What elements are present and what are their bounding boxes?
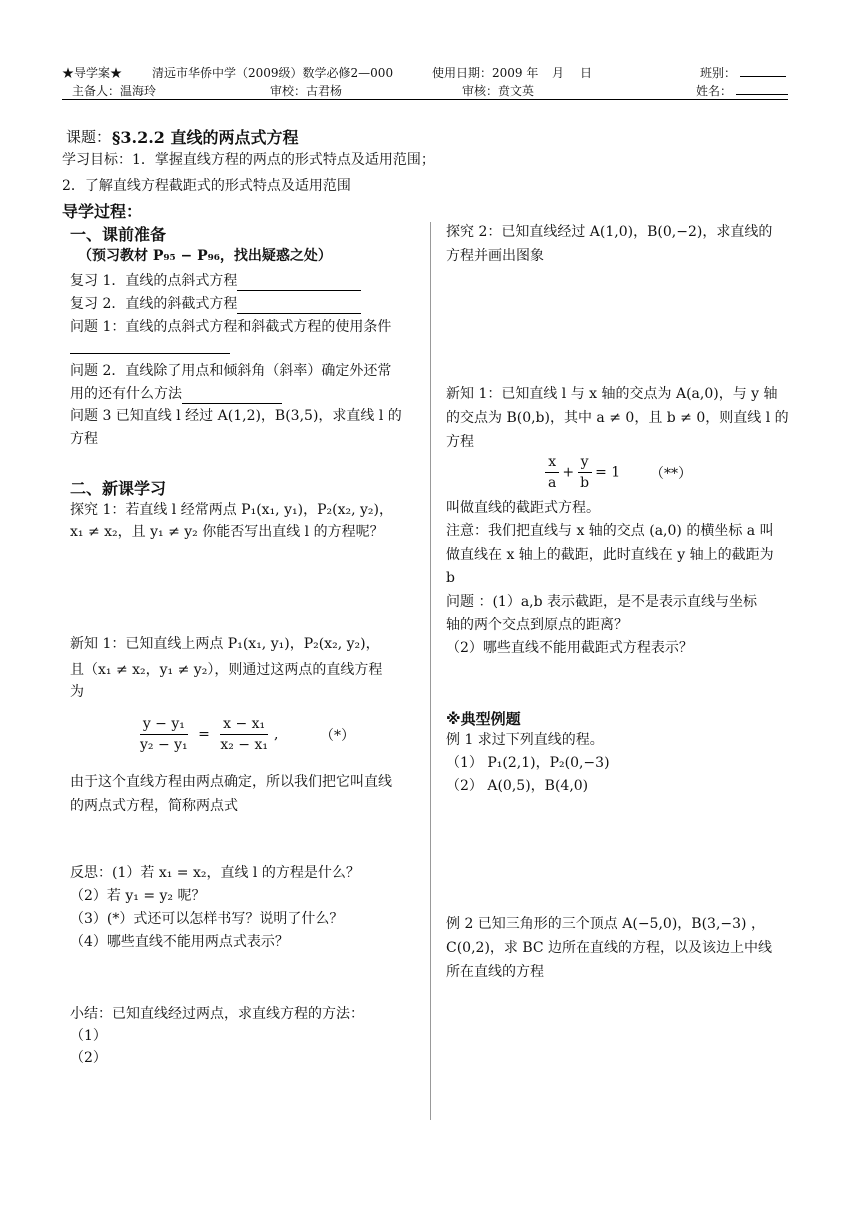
new-knowledge-1-line-1: 新知 1：已知直线上两点 P₁(x₁, y₁)，P₂(x₂, y₂)，: [70, 636, 380, 652]
review-1: 复习 1．直线的点斜式方程: [70, 271, 361, 291]
header-month: 月: [552, 66, 565, 80]
reflection-2: （2）若 y₁ = y₂ 呢？: [70, 888, 206, 904]
section-1-heading: 一、课前准备: [70, 225, 167, 244]
preview-note: （预习教材 P₉₅ − P₉₆，找出疑惑之处）: [78, 248, 332, 264]
example-1-part-2: （2） A(0,5)，B(4,0): [446, 778, 589, 794]
intercept-knowledge-line-2: 的交点为 B(0,b)，其中 a ≠ 0，且 b ≠ 0，则直线 l 的: [446, 410, 789, 426]
formula-1-tag: （*）: [320, 728, 355, 744]
new-knowledge-1-line-2: 且（x₁ ≠ x₂，y₁ ≠ y₂），则通过这两点的直线方程: [70, 662, 383, 678]
header-reviewer1: 审校：古君杨: [270, 84, 343, 98]
column-divider: [430, 222, 431, 1120]
page-title: §3.2.2 直线的两点式方程: [112, 128, 299, 147]
explanation-line-2: 的两点式方程，简称两点式: [70, 798, 238, 814]
section-2-heading: 二、新课学习: [70, 479, 167, 498]
problem-line-1: 问题 ：(1）a,b 表示截距，是不是表示直线与坐标: [446, 594, 758, 610]
question-3-line-2: 方程: [70, 431, 98, 447]
new-knowledge-1-line-3: 为: [70, 684, 84, 700]
header-school: 清远市华侨中学（2009级）数学必修2—000: [152, 66, 394, 80]
reflection-1: 反思：(1）若 x₁ = x₂，直线 l 的方程是什么？: [70, 865, 360, 881]
header-class-label: 班别：: [700, 66, 737, 80]
header-badge: ★导学案★: [62, 66, 123, 80]
process-heading: 导学过程：: [62, 202, 143, 221]
problem-line-3: （2）哪些直线不能用截距式方程表示？: [446, 640, 693, 656]
reflection-3: （3）(*）式还可以怎样书写？说明了什么？: [70, 911, 344, 927]
formula-lhs: $\frac{\text{y − y₁}}{\text{y₂ − y₁}}$: [140, 716, 188, 753]
explanation-line-1: 由于这个直线方程由两点确定，所以我们把它叫直线: [70, 774, 392, 790]
summary-heading: 小结：已知直线经过两点，求直线方程的方法：: [70, 1006, 364, 1022]
class-blank: [740, 76, 786, 77]
review-2: 复习 2．直线的斜截式方程: [70, 294, 361, 314]
header-rule: [62, 99, 788, 100]
header-reviewer2: 审核：贲文英: [462, 84, 535, 98]
two-point-formula: $\frac{\text{y − y₁}}{\text{y₂ − y₁}}$ = $\frac{\text{x − x₁}}{\text{x₂ − x₁}}$ ,: [134, 714, 278, 755]
reflection-4: （4）哪些直线不能用两点式表示？: [70, 934, 289, 950]
formula-2-tag: （**）: [650, 466, 692, 482]
question-1-blank: [70, 353, 230, 354]
intercept-formula: $\frac{x}{a}$ + $\frac{y}{b}$ = 1: [542, 452, 620, 493]
summary-item-2: （2）: [70, 1050, 107, 1066]
example-1: 例 1 求过下列直线的程。: [446, 732, 604, 748]
note-line-2: 做直线在 x 轴上的截距，此时直线在 y 轴上的截距为: [446, 547, 774, 563]
title-label: 课题：: [66, 128, 112, 146]
examples-heading: ※典型例题: [446, 710, 521, 728]
explore-1-line-2: x₁ ≠ x₂，且 y₁ ≠ y₂ 你能否写出直线 l 的方程呢？: [70, 524, 384, 540]
example-2-line-2: C(0,2)，求 BC 边所在直线的方程，以及该边上中线: [446, 940, 773, 956]
formula-rhs: $\frac{\text{x − x₁}}{\text{x₂ − x₁}}$: [220, 716, 268, 753]
goal-line-1: 学习目标：1．掌握直线方程的两点的形式特点及适用范围；: [62, 152, 435, 168]
header-name-label: 姓名：: [696, 84, 733, 98]
note-line-1: 注意：我们把直线与 x 轴的交点 (a,0) 的横坐标 a 叫: [446, 523, 774, 539]
question-2-line-2: 用的还有什么方法: [70, 384, 282, 404]
intercept-knowledge-line-1: 新知 1：已知直线 l 与 x 轴的交点为 A(a,0)，与 y 轴: [446, 386, 778, 402]
explore-2-line-2: 方程并画出图象: [446, 248, 544, 264]
header-date-label: 使用日期：2009 年: [432, 66, 539, 80]
header-day: 日: [580, 66, 593, 80]
explore-2-line-1: 探究 2：已知直线经过 A(1,0)，B(0,−2)，求直线的: [446, 224, 773, 240]
problem-line-2: 轴的两个交点到原点的距离？: [446, 617, 628, 633]
header-author: 主备人：温海玲: [72, 84, 157, 98]
example-1-part-1: （1） P₁(2,1)，P₂(0,−3): [446, 755, 610, 771]
note-line-3: b: [446, 570, 455, 586]
goal-line-2: 2．了解直线方程截距式的形式特点及适用范围: [62, 178, 351, 194]
example-2-line-3: 所在直线的方程: [446, 964, 544, 980]
name-blank: [736, 94, 788, 95]
question-2-line-1: 问题 2．直线除了用点和倾斜角（斜率）确定外还常: [70, 363, 392, 379]
intercept-knowledge-line-3: 方程: [446, 434, 474, 450]
example-2-line-1: 例 2 已知三角形的三个顶点 A(−5,0)，B(3,−3) ，: [446, 916, 765, 932]
summary-item-1: （1）: [70, 1028, 107, 1044]
explore-1-line-1: 探究 1：若直线 l 经常两点 P₁(x₁, y₁)，P₂(x₂, y₂)，: [70, 502, 393, 518]
intercept-called: 叫做直线的截距式方程。: [446, 500, 600, 516]
question-1: 问题 1：直线的点斜式方程和斜截式方程的使用条件: [70, 319, 392, 335]
question-3-line-1: 问题 3 已知直线 l 经过 A(1,2)，B(3,5)，求直线 l 的: [70, 408, 402, 424]
